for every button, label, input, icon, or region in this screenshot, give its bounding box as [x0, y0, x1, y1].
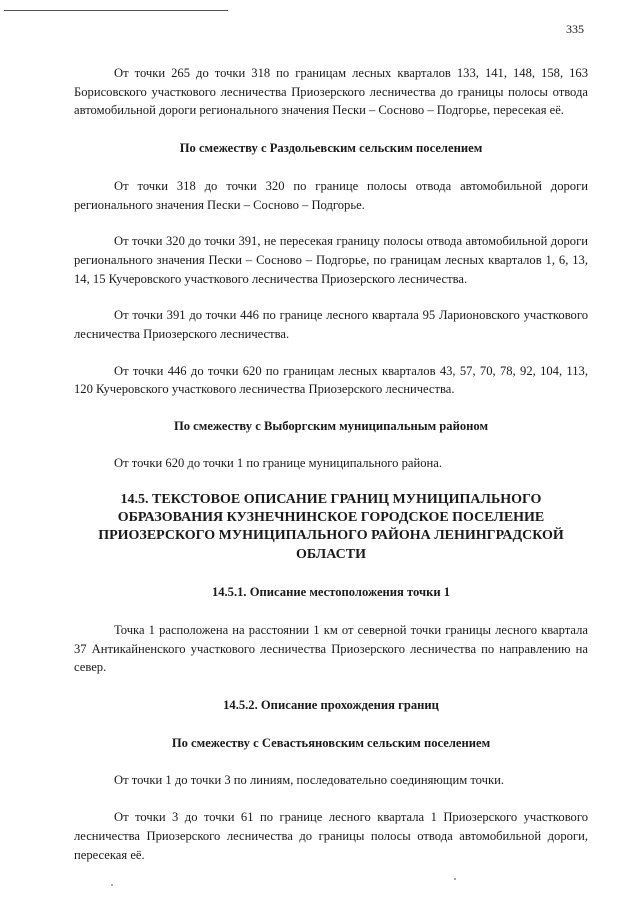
section-title-14-5: 14.5. ТЕКСТОВОЕ ОПИСАНИЕ ГРАНИЦ МУНИЦИПАЛЬНОГО ОБРАЗОВАНИЯ КУЗНЕЧНИНСКОЕ ГОРОДСКОЕ ПОСЕЛЕНИЕ ПРИОЗЕРСКОГО МУНИЦИПАЛЬНОГО РАЙОНА ЛЕНИНГРАДСКОЙ ОБЛАСТИ: [98, 491, 564, 562]
paragraph-620-1: От точки 620 до точки 1 по границе муниципального района.: [114, 455, 443, 470]
heading-razdolye: По смежеству с Раздольевским сельским поселением: [179, 141, 483, 156]
heading-14-5-2: 14.5.2. Описание прохождения границ: [223, 697, 439, 712]
paragraph-391-446: От точки 391 до точки 446 по границе лесного квартала 95 Ларионовского участкового лесничества Приозерского лесничества.: [74, 308, 588, 342]
document-body: [74, 64, 588, 864]
page-number: 335: [566, 22, 584, 36]
paragraph-320-391: От точки 320 до точки 391, не пересекая границу полосы отвода автомобильной дороги регионального значения Пески – Сосново – Подгорье, по границам лесных кварталов 1, 6, 13, 14, 15 Кучеровского участкового лесничества Приозерского лесничества.: [74, 234, 588, 286]
heading-sevastyanovo: По смежеству с Севастьяновским сельским поселением: [171, 735, 491, 750]
heading-14-5-1: 14.5.1. Описание местоположения точки 1: [211, 585, 451, 600]
scan-speck: [111, 884, 113, 886]
paragraph-446-620: От точки 446 до точки 620 по границам лесных кварталов 43, 57, 70, 78, 92, 104, 113, 120 Кучеровского участкового лесничества Приозерского лесничества.: [74, 363, 588, 397]
paragraph-3-61: От точки 3 до точки 61 по границе лесного квартала 1 Приозерского участкового лесничества Приозерского лесничества до границы полосы отвода автомобильной дороги, пересекая её.: [74, 810, 588, 862]
heading-vyborg: По смежеству с Выборгским муниципальным районом: [173, 419, 489, 434]
paragraph-1-3: От точки 1 до точки 3 по линиям, последовательно соединяющим точки.: [114, 773, 504, 788]
paragraph-point-1: Точка 1 расположена на расстоянии 1 км от северной точки границы лесного квартала 37 Антикайненского участкового лесничества Приозерского лесничества по направлению на север.: [74, 622, 588, 675]
scan-speck: [454, 878, 456, 880]
paragraph-318-320: От точки 318 до точки 320 по границе полосы отвода автомобильной дороги регионального значения Пески – Сосново – Подгорье.: [74, 178, 588, 212]
paragraph-borisovsky: От точки 265 до точки 318 по границам лесных кварталов 133, 141, 148, 158, 163 Борисовского участкового лесничества Приозерского лесничества до границы полосы отвода автомобильной дороги регионального значения Пески – Сосново – Подгорье, пересекая её.: [74, 66, 588, 118]
header-rule: [4, 10, 228, 11]
